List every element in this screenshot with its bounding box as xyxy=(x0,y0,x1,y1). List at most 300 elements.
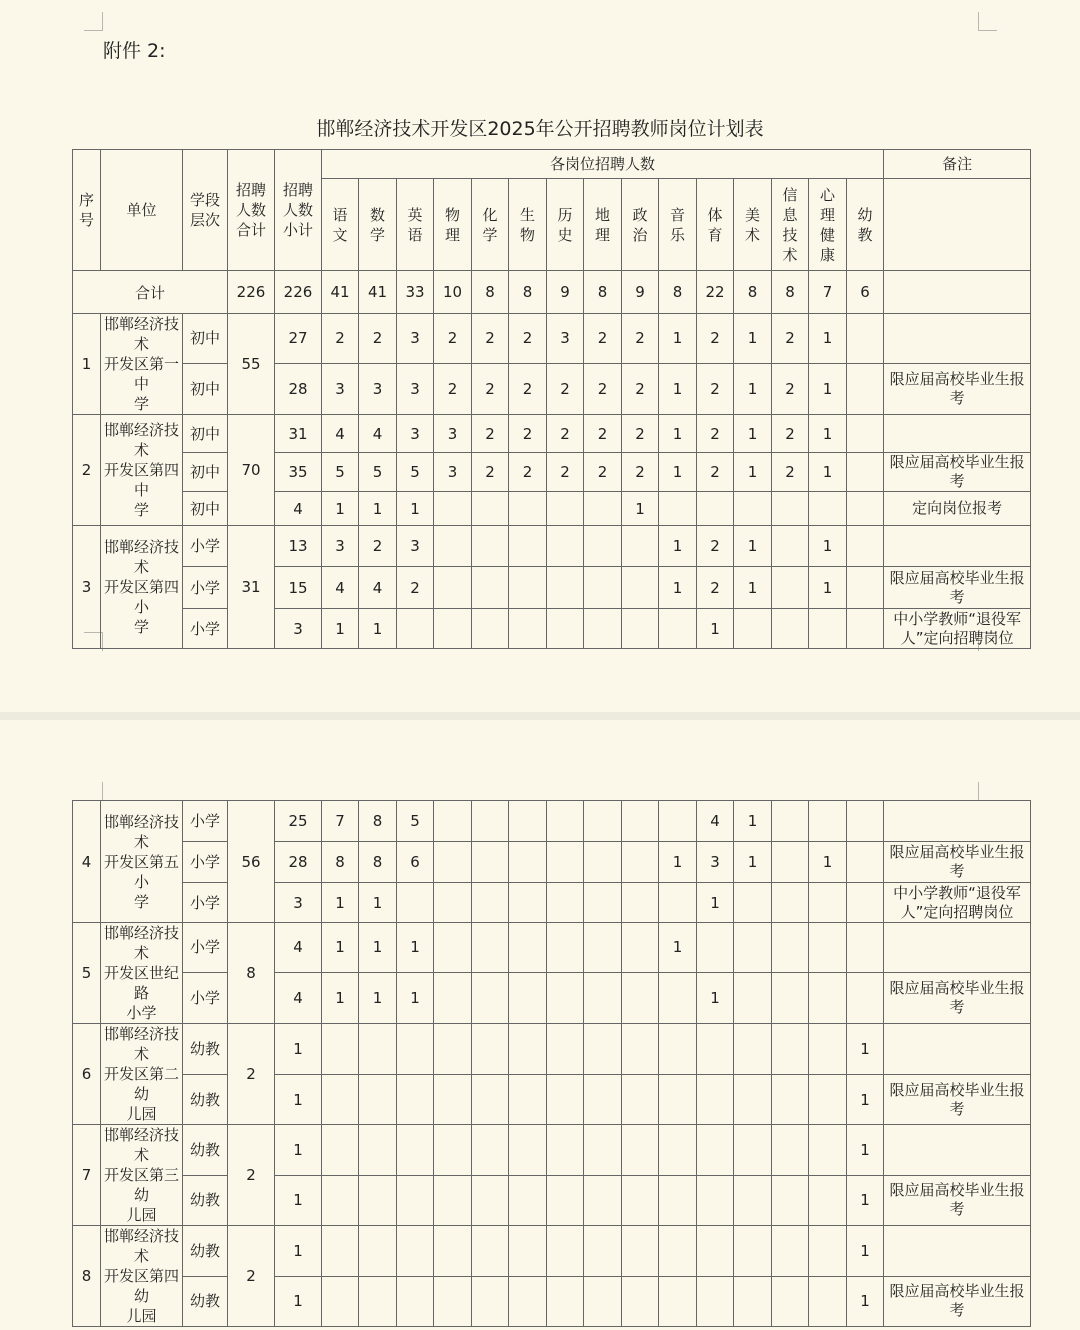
row-value xyxy=(659,1276,697,1327)
row-value xyxy=(809,1276,847,1327)
row-value xyxy=(734,1226,772,1277)
row-value: 4 xyxy=(322,415,359,453)
row-subtotal: 1 xyxy=(275,1075,322,1125)
group-index: 2 xyxy=(73,415,101,526)
row-value xyxy=(847,363,884,414)
row-stage: 初中 xyxy=(183,415,228,453)
row-value: 2 xyxy=(772,453,809,492)
row-remark xyxy=(884,415,1031,453)
row-value xyxy=(697,923,734,973)
row-value xyxy=(359,1276,397,1327)
row-value: 3 xyxy=(359,363,397,414)
row-value xyxy=(734,492,772,526)
table-row xyxy=(73,567,1031,609)
row-stage: 初中 xyxy=(183,453,228,492)
row-value xyxy=(547,1226,584,1277)
row-value xyxy=(472,567,509,609)
row-value xyxy=(472,1276,509,1327)
row-value xyxy=(772,1226,809,1277)
row-value: 2 xyxy=(472,314,509,364)
row-value xyxy=(584,1024,622,1075)
row-stage: 初中 xyxy=(183,492,228,526)
sum-value: 41 xyxy=(359,271,397,314)
group-unit: 邯郸经济技术 开发区第四小 学 xyxy=(101,526,183,649)
row-value xyxy=(847,415,884,453)
row-remark xyxy=(884,1226,1031,1277)
row-value: 2 xyxy=(584,453,622,492)
row-value xyxy=(547,972,584,1023)
row-value xyxy=(397,1024,434,1075)
group-total: 31 xyxy=(228,526,275,649)
plan-table-page-1 xyxy=(72,149,1031,649)
row-value: 1 xyxy=(622,492,659,526)
row-value xyxy=(659,801,697,842)
row-subtotal: 13 xyxy=(275,526,322,567)
row-value: 1 xyxy=(359,883,397,923)
row-value xyxy=(809,1175,847,1226)
row-value xyxy=(322,1226,359,1277)
row-value xyxy=(472,1024,509,1075)
row-value xyxy=(734,923,772,973)
row-value xyxy=(359,1175,397,1226)
page-separator xyxy=(0,712,1080,720)
row-value: 1 xyxy=(322,923,359,973)
table-row xyxy=(73,314,1031,364)
row-value xyxy=(697,492,734,526)
row-value xyxy=(509,972,547,1023)
row-value xyxy=(622,1175,659,1226)
row-value: 1 xyxy=(659,453,697,492)
row-value xyxy=(509,1276,547,1327)
row-value xyxy=(584,1226,622,1277)
row-subtotal: 1 xyxy=(275,1226,322,1277)
row-value xyxy=(509,567,547,609)
row-value xyxy=(659,609,697,649)
group-index: 1 xyxy=(73,314,101,415)
row-value xyxy=(772,883,809,923)
row-value: 3 xyxy=(434,453,472,492)
row-value xyxy=(359,1075,397,1125)
row-value: 2 xyxy=(584,415,622,453)
row-value xyxy=(472,609,509,649)
row-value xyxy=(847,883,884,923)
row-value: 2 xyxy=(772,314,809,364)
row-value xyxy=(734,1276,772,1327)
row-value xyxy=(847,314,884,364)
row-value: 7 xyxy=(322,801,359,842)
row-value xyxy=(322,1125,359,1176)
row-value: 1 xyxy=(734,415,772,453)
row-value xyxy=(622,972,659,1023)
sum-label: 合计 xyxy=(73,271,228,314)
row-value xyxy=(659,1226,697,1277)
row-value xyxy=(697,1226,734,1277)
row-value xyxy=(659,972,697,1023)
row-value: 2 xyxy=(697,526,734,567)
group-total: 2 xyxy=(228,1125,275,1226)
row-value: 6 xyxy=(397,842,434,883)
table-row xyxy=(73,883,1031,923)
row-value xyxy=(809,1125,847,1176)
row-value: 2 xyxy=(472,453,509,492)
row-value xyxy=(584,972,622,1023)
header-subject: 政 治 xyxy=(622,179,659,271)
row-value xyxy=(847,801,884,842)
row-value xyxy=(622,567,659,609)
row-value xyxy=(509,1226,547,1277)
row-value xyxy=(847,842,884,883)
header-subtotal: 招聘 人数 小计 xyxy=(275,150,322,271)
row-value: 1 xyxy=(397,972,434,1023)
row-value: 2 xyxy=(359,526,397,567)
row-stage: 小学 xyxy=(183,972,228,1023)
row-remark: 限应届高校毕业生报考 xyxy=(884,972,1031,1023)
row-value: 1 xyxy=(322,609,359,649)
row-value xyxy=(772,923,809,973)
row-value xyxy=(509,1125,547,1176)
row-value: 2 xyxy=(584,314,622,364)
sum-value: 22 xyxy=(697,271,734,314)
group-unit: 邯郸经济技术 开发区世纪路 小学 xyxy=(101,923,183,1024)
row-value: 8 xyxy=(359,801,397,842)
row-value: 1 xyxy=(659,842,697,883)
row-subtotal: 4 xyxy=(275,972,322,1023)
row-value: 1 xyxy=(847,1175,884,1226)
row-value: 2 xyxy=(509,363,547,414)
table-row xyxy=(73,1226,1031,1277)
row-stage: 小学 xyxy=(183,526,228,567)
row-value: 1 xyxy=(809,415,847,453)
row-value xyxy=(547,526,584,567)
row-value xyxy=(472,801,509,842)
row-subtotal: 1 xyxy=(275,1024,322,1075)
row-value: 1 xyxy=(697,883,734,923)
row-value xyxy=(809,492,847,526)
row-remark: 限应届高校毕业生报考 xyxy=(884,1075,1031,1125)
plan-table-page-2 xyxy=(72,800,1031,1327)
row-subtotal: 28 xyxy=(275,363,322,414)
row-value xyxy=(584,1125,622,1176)
row-value xyxy=(509,1075,547,1125)
row-value: 1 xyxy=(359,492,397,526)
row-value xyxy=(809,1075,847,1125)
row-value: 1 xyxy=(322,972,359,1023)
row-value xyxy=(772,567,809,609)
row-value xyxy=(397,1125,434,1176)
row-value: 4 xyxy=(359,415,397,453)
row-value xyxy=(622,1226,659,1277)
row-remark: 限应届高校毕业生报考 xyxy=(884,363,1031,414)
group-unit: 邯郸经济技术 开发区第四幼 儿园 xyxy=(101,1226,183,1327)
table-row xyxy=(73,415,1031,453)
row-value xyxy=(434,567,472,609)
row-remark: 限应届高校毕业生报考 xyxy=(884,453,1031,492)
row-stage: 小学 xyxy=(183,567,228,609)
row-value xyxy=(772,1175,809,1226)
row-value xyxy=(697,1075,734,1125)
row-value xyxy=(772,801,809,842)
row-remark xyxy=(884,923,1031,973)
row-stage: 幼教 xyxy=(183,1125,228,1176)
row-value: 1 xyxy=(659,363,697,414)
row-value xyxy=(584,801,622,842)
header-index: 序 号 xyxy=(73,150,101,271)
row-value xyxy=(434,883,472,923)
table-row xyxy=(73,526,1031,567)
row-value: 1 xyxy=(809,526,847,567)
header-subject: 语 文 xyxy=(322,179,359,271)
row-value xyxy=(509,801,547,842)
table-row xyxy=(73,492,1031,526)
row-value xyxy=(547,1125,584,1176)
row-value xyxy=(397,883,434,923)
row-value xyxy=(434,609,472,649)
header-unit: 单位 xyxy=(101,150,183,271)
row-value xyxy=(622,1024,659,1075)
group-total: 2 xyxy=(228,1226,275,1327)
row-value: 2 xyxy=(697,567,734,609)
row-value xyxy=(547,923,584,973)
row-stage: 小学 xyxy=(183,883,228,923)
sum-row xyxy=(73,271,1031,314)
row-value xyxy=(472,1075,509,1125)
row-value xyxy=(622,526,659,567)
row-value xyxy=(584,526,622,567)
row-value: 2 xyxy=(584,363,622,414)
row-value: 1 xyxy=(734,842,772,883)
row-remark: 限应届高校毕业生报考 xyxy=(884,1175,1031,1226)
group-unit: 邯郸经济技术 开发区第四中 学 xyxy=(101,415,183,526)
table-row xyxy=(73,1125,1031,1176)
row-remark xyxy=(884,801,1031,842)
sum-value: 7 xyxy=(809,271,847,314)
row-value: 1 xyxy=(697,609,734,649)
row-value xyxy=(809,801,847,842)
sum-value: 8 xyxy=(772,271,809,314)
sum-value: 8 xyxy=(509,271,547,314)
row-subtotal: 1 xyxy=(275,1276,322,1327)
row-value: 2 xyxy=(697,363,734,414)
row-value xyxy=(847,923,884,973)
row-value xyxy=(809,609,847,649)
row-value xyxy=(397,1276,434,1327)
group-total: 56 xyxy=(228,801,275,923)
row-value xyxy=(772,492,809,526)
row-value xyxy=(509,1175,547,1226)
row-value: 1 xyxy=(359,972,397,1023)
row-value: 5 xyxy=(359,453,397,492)
row-value: 2 xyxy=(547,363,584,414)
row-value: 2 xyxy=(547,415,584,453)
row-subtotal: 31 xyxy=(275,415,322,453)
row-remark: 中小学教师“退役军人”定向招聘岗位 xyxy=(884,883,1031,923)
row-value: 2 xyxy=(697,453,734,492)
row-value: 1 xyxy=(734,363,772,414)
header-subject: 历 史 xyxy=(547,179,584,271)
row-value xyxy=(434,923,472,973)
row-value xyxy=(434,972,472,1023)
row-value xyxy=(434,1226,472,1277)
crop-mark xyxy=(84,782,103,801)
group-unit: 邯郸经济技术 开发区第二幼 儿园 xyxy=(101,1024,183,1125)
row-value xyxy=(734,1175,772,1226)
row-remark: 限应届高校毕业生报考 xyxy=(884,842,1031,883)
row-value: 1 xyxy=(359,609,397,649)
group-index: 8 xyxy=(73,1226,101,1327)
table-row xyxy=(73,453,1031,492)
row-value xyxy=(809,923,847,973)
row-value xyxy=(584,609,622,649)
row-value xyxy=(847,526,884,567)
row-subtotal: 4 xyxy=(275,492,322,526)
row-subtotal: 25 xyxy=(275,801,322,842)
row-value xyxy=(472,842,509,883)
row-value: 3 xyxy=(397,314,434,364)
sum-value: 6 xyxy=(847,271,884,314)
row-subtotal: 28 xyxy=(275,842,322,883)
row-value: 2 xyxy=(547,453,584,492)
group-unit: 邯郸经济技术 开发区第五小 学 xyxy=(101,801,183,923)
row-value: 3 xyxy=(397,363,434,414)
row-value xyxy=(734,972,772,1023)
header-subject: 物 理 xyxy=(434,179,472,271)
header-subject: 幼 教 xyxy=(847,179,884,271)
row-stage: 幼教 xyxy=(183,1226,228,1277)
row-value: 1 xyxy=(734,567,772,609)
page-2 xyxy=(0,720,1080,1330)
row-value xyxy=(434,1175,472,1226)
row-subtotal: 1 xyxy=(275,1175,322,1226)
row-stage: 初中 xyxy=(183,363,228,414)
group-total: 70 xyxy=(228,415,275,526)
row-value xyxy=(734,609,772,649)
header-subject: 心 理 健 康 xyxy=(809,179,847,271)
row-value xyxy=(434,1276,472,1327)
row-value xyxy=(847,492,884,526)
row-value: 1 xyxy=(847,1125,884,1176)
row-value xyxy=(547,842,584,883)
row-value xyxy=(772,842,809,883)
row-value xyxy=(584,842,622,883)
row-subtotal: 27 xyxy=(275,314,322,364)
row-value: 1 xyxy=(734,801,772,842)
row-value: 1 xyxy=(809,567,847,609)
row-value xyxy=(434,1125,472,1176)
row-value xyxy=(547,1075,584,1125)
row-value: 3 xyxy=(697,842,734,883)
header-subject: 英 语 xyxy=(397,179,434,271)
header-subject-group: 各岗位招聘人数 xyxy=(322,150,884,179)
table-row xyxy=(73,842,1031,883)
sum-value: 33 xyxy=(397,271,434,314)
row-value xyxy=(622,609,659,649)
row-value: 1 xyxy=(397,492,434,526)
row-value: 1 xyxy=(322,883,359,923)
row-value xyxy=(772,609,809,649)
row-remark: 中小学教师“退役军人”定向招聘岗位 xyxy=(884,609,1031,649)
sum-value: 8 xyxy=(472,271,509,314)
row-value: 1 xyxy=(734,453,772,492)
row-value xyxy=(547,567,584,609)
row-value: 8 xyxy=(359,842,397,883)
row-value: 5 xyxy=(397,453,434,492)
row-value xyxy=(397,1226,434,1277)
row-value xyxy=(659,1175,697,1226)
row-value: 2 xyxy=(772,415,809,453)
row-value xyxy=(434,842,472,883)
header-remark-blank xyxy=(884,179,1031,271)
row-stage: 小学 xyxy=(183,923,228,973)
row-value xyxy=(322,1276,359,1327)
row-remark xyxy=(884,1024,1031,1075)
row-value: 3 xyxy=(322,363,359,414)
row-value: 2 xyxy=(622,415,659,453)
row-value: 1 xyxy=(397,923,434,973)
row-value xyxy=(359,1125,397,1176)
row-remark xyxy=(884,1125,1031,1176)
row-value xyxy=(434,526,472,567)
group-total: 55 xyxy=(228,314,275,415)
row-value xyxy=(434,1024,472,1075)
row-value: 2 xyxy=(434,314,472,364)
row-subtotal: 3 xyxy=(275,883,322,923)
table-row xyxy=(73,923,1031,973)
row-value xyxy=(697,1276,734,1327)
sum-value: 8 xyxy=(584,271,622,314)
row-value: 1 xyxy=(809,314,847,364)
header-subject: 化 学 xyxy=(472,179,509,271)
row-value xyxy=(659,1075,697,1125)
row-value xyxy=(472,526,509,567)
row-value: 2 xyxy=(359,314,397,364)
row-value xyxy=(547,1175,584,1226)
row-value xyxy=(734,883,772,923)
row-value: 2 xyxy=(397,567,434,609)
row-value: 1 xyxy=(809,363,847,414)
row-stage: 幼教 xyxy=(183,1024,228,1075)
crop-mark xyxy=(84,12,103,31)
row-value xyxy=(734,1125,772,1176)
row-value xyxy=(622,923,659,973)
sum-subtotal: 226 xyxy=(275,271,322,314)
row-value xyxy=(472,1125,509,1176)
row-subtotal: 15 xyxy=(275,567,322,609)
row-value xyxy=(322,1075,359,1125)
row-stage: 小学 xyxy=(183,609,228,649)
row-value xyxy=(622,883,659,923)
document-title: 邯郸经济技术开发区2025年公开招聘教师岗位计划表 xyxy=(316,118,764,140)
row-value xyxy=(547,609,584,649)
row-value xyxy=(772,1075,809,1125)
row-value xyxy=(809,1024,847,1075)
row-remark: 限应届高校毕业生报考 xyxy=(884,567,1031,609)
row-value: 1 xyxy=(734,526,772,567)
row-value xyxy=(509,883,547,923)
table-row xyxy=(73,972,1031,1023)
row-value xyxy=(584,492,622,526)
row-value xyxy=(622,1125,659,1176)
row-value xyxy=(472,923,509,973)
row-remark: 限应届高校毕业生报考 xyxy=(884,1276,1031,1327)
sum-value: 8 xyxy=(659,271,697,314)
row-value xyxy=(584,1175,622,1226)
row-value: 1 xyxy=(847,1226,884,1277)
row-value xyxy=(584,1276,622,1327)
group-index: 5 xyxy=(73,923,101,1024)
row-value: 2 xyxy=(622,453,659,492)
row-value xyxy=(772,1125,809,1176)
row-value xyxy=(622,1075,659,1125)
